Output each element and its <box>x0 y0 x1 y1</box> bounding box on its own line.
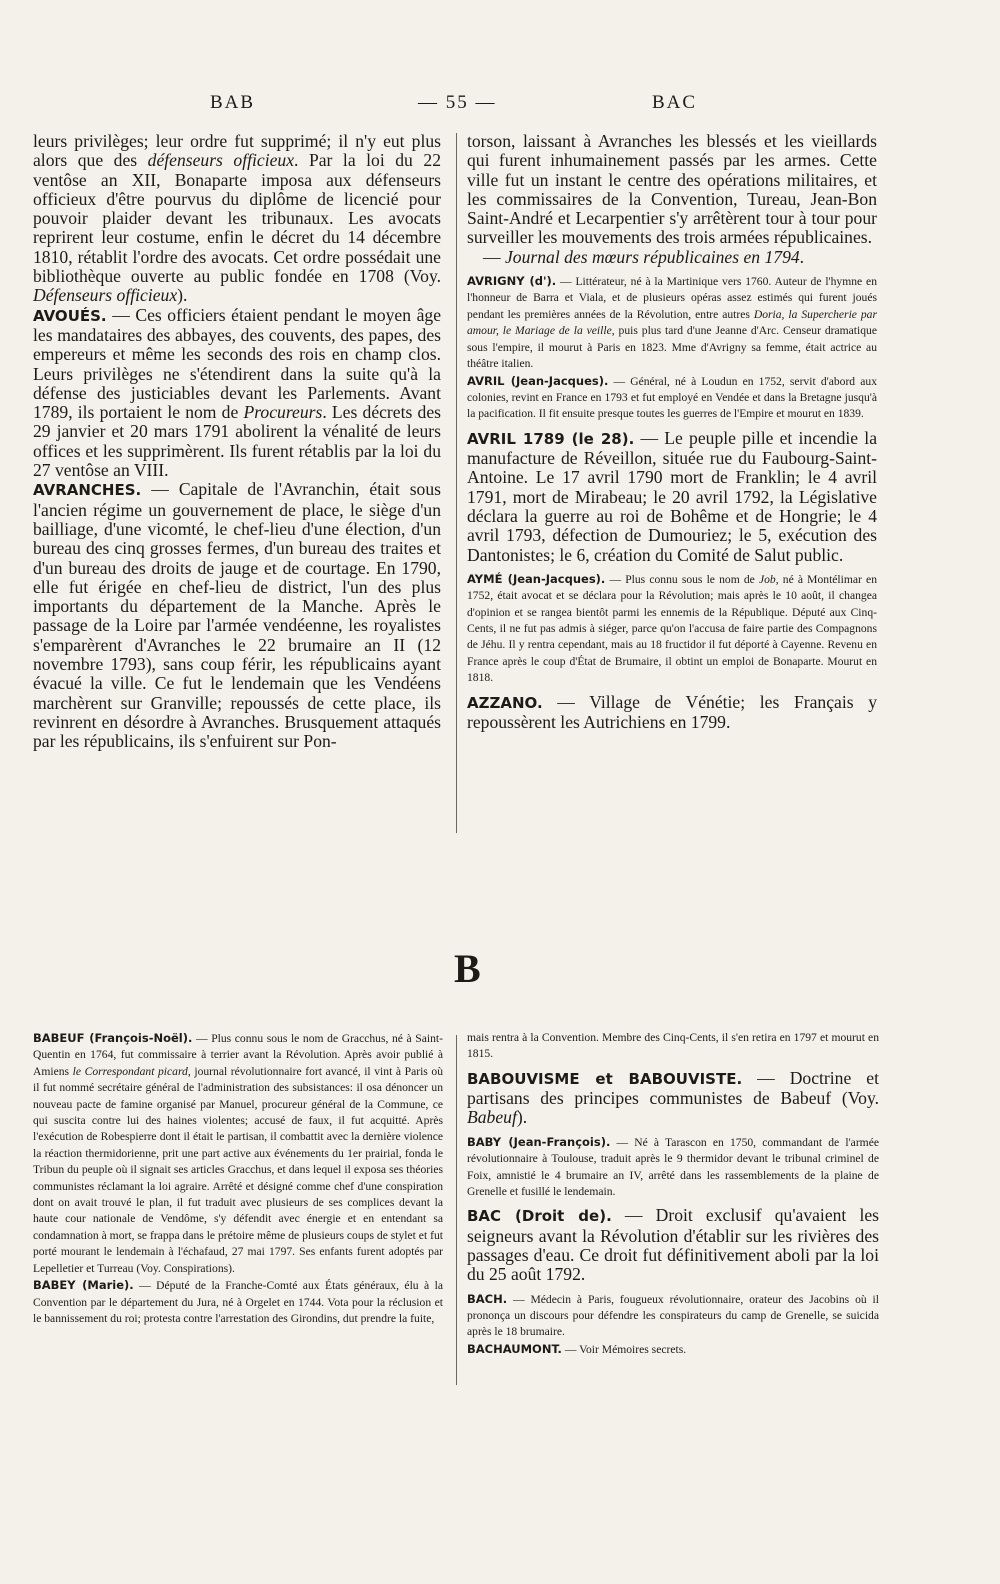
headword: AVRIGNY (d'). <box>467 274 557 289</box>
entry-avril-1789: AVRIL 1789 (le 28). — Le peuple pille et incendie la manufacture de Réveillon, située rue du Faubourg-Saint-Antoine. Le 17 avril 1790 mort de Franklin; le 4 avril 1791, mort de Mirabeau; le 20 avril 1792, la Législative déclara la guerre au roi de Bohême et de Hongrie; le 4 avril 1793, défection de Dumouriez; le 5, exécution des Dantonistes; le 6, création du Comité de Salut public. <box>467 427 878 565</box>
entry-avril-jean-jacques: AVRIL (Jean-Jacques). — Général, né à Loudun en 1752, servit d'abord aux colonies, revint en France en 1793 et fut employé en Vendée et dans la Bretagne jusqu'à la pacification. Il fit ensuite presque toutes les guerres de l'Empire et mourut en 1839. <box>467 373 877 421</box>
entry-babey: BABEY (Marie). — Député de la Franche-Comté aux États généraux, élu à la Convention par le département du Jura, né à Orgelet en 1744. Vota pour la réclusion et le bannissement du roi; protesta contre l'arrestation des Girondins, dut prendre la fuite, <box>33 1278 443 1325</box>
entry-avranches-source: — Journal des mœurs républicaines en 1794. <box>483 246 805 267</box>
headword: BABEUF (François-Noël). <box>33 1031 193 1045</box>
entry-bachaumont: BACHAUMONT. — Voir Mémoires secrets. <box>467 1341 687 1356</box>
column-top-right <box>467 132 877 732</box>
headword: AVRANCHES. <box>33 481 142 500</box>
entry-baby: BABY (Jean-François). — Né à Tarascon en 1750, commandant de l'armée révolutionnaire à Toulouse, traduit après le 9 thermidor devant le tribunal criminel de Foix, amnistié le 4 brumaire an IV, arrêté dans les rassemblements de la plaine de Grenelle et fusillé le lendemain. <box>467 1134 879 1198</box>
headword: AVRIL 1789 (le 28). <box>467 429 635 448</box>
headword: AVOUÉS. <box>33 306 107 325</box>
entry-bac: BAC (Droit de). — Droit exclusif qu'avaient les seigneurs avant la Révolution d'établir sur les rivières des passages d'eau. Ce droit fut définitivement aboli par la loi du 25 août 1792. <box>467 1205 879 1285</box>
column-rule-top <box>456 133 457 833</box>
column-bottom-right <box>467 1030 879 1358</box>
section-letter: B <box>454 946 482 991</box>
headword: AZZANO. <box>467 693 543 712</box>
entry-avocats-continued: leurs privilèges; leur ordre fut supprimé; il n'y eut plus alors que des défenseurs officieux. Par la loi du 22 ventôse an XII, Bonaparte imposa aux défenseurs officieux d'être pourvus du diplôme de licencié pour pouvoir plaider devant les tribunaux. Les avocats reprirent leur costume, enfin le décret du 14 décembre 1810, rétablit l'ordre des avocats. Cet ordre possédait une bibliothèque ouverte au public fondée en 1708 (Voy. Défenseurs officieux). <box>33 131 441 306</box>
entry-babouvisme: BABOUVISME et BABOUVISTE. — Doctrine et partisans des principes communistes de Babeuf (Voy. Babeuf). <box>467 1067 879 1128</box>
headword: BABOUVISME et BABOUVISTE. <box>467 1069 743 1088</box>
page-number: — 55 — <box>418 92 497 113</box>
entry-babey-continued: mais rentra à la Convention. Membre des Cinq-Cents, il s'en retira en 1797 et mourut en 1815. <box>467 1031 879 1061</box>
headword: BABEY (Marie). <box>33 1278 134 1293</box>
column-bottom-left <box>33 1030 443 1327</box>
entry-babeuf: BABEUF (François-Noël). — Plus connu sous le nom de Gracchus, né à Saint-Quentin en 1764, fut commissaire à terrier avant la Révolution. Après avoir publié à Amiens le Correspondant picard, journal révolutionnaire fort avancé, il vint à Paris où il fut nommé secrétaire général de l'administration des subsistances: il osa dénoncer un nouveau pacte de famine organisé par Manuel, procureur général de la Commune, ce qui suscita contre lui des haines violentes; accusé de faux, il fut acquitté. Après l'exécution de Robespierre dont il était le partisan, il combattit avec la dernière violence la réaction thermidorienne, prit une part active aux événements du 1er prairial, fonda le Tribun du peuple où il signait ses articles Gracchus, et dans lequel il exposa ses théories communistes réclamant la loi agraire. Arrêté et désigné comme chef d'une conspiration dont on avait trouvé le plan, il fut traduit avec plusieurs de ses complices devant la haute cour nationale de Vendôme, s'y défendit avec énergie et en entendant sa condamnation à mort, se frappa dans le prétoire même de plusieurs coups de stylet et fut porté mourant le lendemain à l'échafaud, 27 mai 1797. Ses enfants furent adoptés par Lepelletier et Turreau (Voy. Conspirations). <box>33 1031 443 1275</box>
entry-avranches: AVRANCHES. — Capitale de l'Avranchin, était sous l'ancien régime un gouvernement de place, le siège d'un bailliage, d'une vicomté, le chef-lieu d'une élection, d'un bureau des cinq grosses fermes, d'un bureau des traites et d'un bureau des droits de jauge et de courtage. En 1790, elle fut érigée en chef-lieu de district, l'un des plus importants du département de la Manche. Après le passage de la Loire par l'armée vendéenne, les royalistes s'emparèrent d'Avranches le 22 brumaire an II (12 novembre 1793), sans coup férir, les républicains ayant évacué la ville. Ce fut le lendemain que les Vendéens marchèrent sur Granville; repoussés de cette place, ils revinrent en désordre à Avranches. Brusquement attaqués par les républicains, ils s'enfuirent sur Pon- <box>33 479 441 752</box>
entry-azzano: AZZANO. — Village de Vénétie; les Français y repoussèrent les Autrichiens en 1799. <box>467 691 877 732</box>
headword: BAC (Droit de). <box>467 1207 612 1226</box>
entry-avranches-continued: torson, laissant à Avranches les blessés et les vieillards qui furent inhumainement passés par les armes. Cette ville fut un instant le centre des opérations militaires, et les commissaires de la Convention, Tureau, Jean-Bon Saint-André et Lecarpentier s'y arrêtèrent tour à tour pour surveiller les mouvements des trois armées républicaines. <box>467 131 877 248</box>
column-top-left <box>33 132 441 752</box>
headword: BACH. <box>467 1291 508 1306</box>
column-rule-bottom <box>456 1035 457 1385</box>
headword: BACHAUMONT. <box>467 1341 562 1356</box>
headword: BABY (Jean-François). <box>467 1134 611 1149</box>
headword: AVRIL (Jean-Jacques). <box>467 373 609 388</box>
headword: AYMÉ (Jean-Jacques). <box>467 571 606 586</box>
entry-avrigny: AVRIGNY (d'). — Littérateur, né à la Martinique vers 1760. Auteur de l'hymne en l'honneur de Barra et Viala, et de plusieurs opéras assez estimés qui furent joués pendant les premières années de la Révolution, entre autres Doria, la Supercherie par amour, le Mariage de la veille, puis plus tard d'une Jeanne d'Arc. Censeur dramatique sous l'empire, il mourut à Paris en 1823. Mme d'Avrigny sa femme, était actrice au théâtre italien. <box>467 274 877 371</box>
entry-bach: BACH. — Médecin à Paris, fougueux révolutionnaire, orateur des Jacobins où il prononça un discours pour défendre les conspirateurs du camp de Grenelle, se suicida après le 18 brumaire. <box>467 1291 879 1339</box>
entry-avoues: AVOUÉS. — Ces officiers étaient pendant le moyen âge les mandataires des abbayes, des couvents, des papes, des empereurs et même les seconds des rois en champ clos. Leurs privilèges ne s'étendirent dans la suite qu'à la défense des justiciables devant les Parlements. Avant 1789, ils portaient le nom de Procureurs. Les décrets des 29 janvier et 20 mars 1791 abolirent la vénalité de leurs offices et les supprimèrent. Ils furent rétablis par la loi du 27 ventôse an VIII. <box>33 304 441 481</box>
running-head-right: BAC <box>652 92 698 113</box>
entry-ayme: AYMÉ (Jean-Jacques). — Plus connu sous le nom de Job, né à Montélimar en 1752, était avocat et se déclara pour la Révolution; mais après le 10 août, il changea d'opinion et se rangea bientôt parmi les ennemis de la République. Député aux Cinq-Cents, il ne fut pas admis à siéger, parce qu'on l'accusa de faire partie des Compagnons de Jéhu. Il y rentra cependant, mais au 18 fructidor il fut déporté à Cayenne. Revenu en France après le coup d'État de Brumaire, il obtint un emploi de Bonaparte. Mourut en 1818. <box>467 571 877 685</box>
running-head-left: BAB <box>210 92 256 113</box>
